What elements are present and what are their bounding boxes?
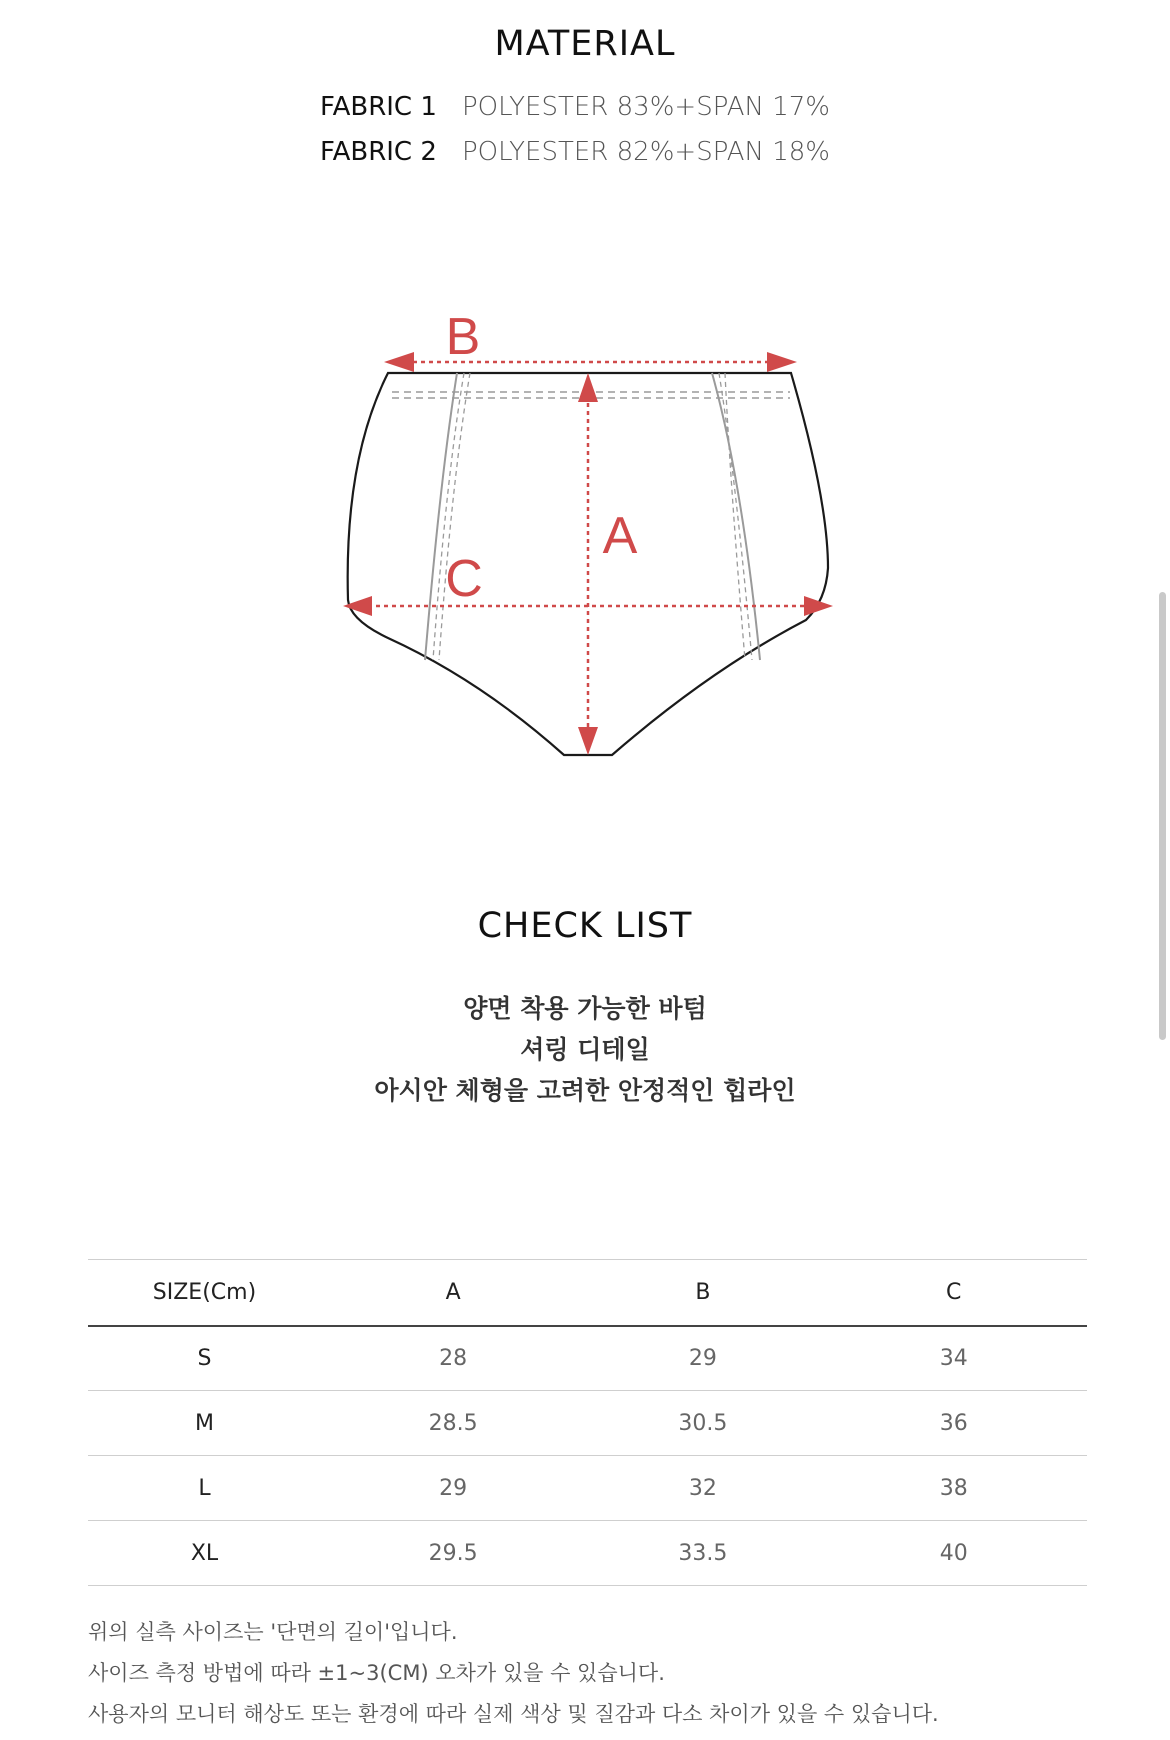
measure-cell: 33.5 (678, 1540, 728, 1566)
fabric-row-1 (320, 92, 830, 122)
table-row (88, 1391, 1087, 1456)
table-row (88, 1456, 1087, 1521)
measure-cell: 36 (939, 1410, 968, 1436)
note-line: 사용자의 모니터 해상도 또는 환경에 따라 실제 색상 및 질감과 다소 차이가 있을 수 있습니다. (88, 1702, 939, 1726)
garment-measurement-diagram (0, 250, 1170, 790)
measure-label-a: A (602, 507, 638, 565)
checklist-items (0, 988, 1170, 1111)
note-line: 사이즈 측정 방법에 따라 ±1~3(CM) 오차가 있을 수 있습니다. (88, 1661, 665, 1685)
measure-cell: 40 (939, 1540, 968, 1566)
checklist-item: 양면 착용 가능한 바텀 (463, 994, 707, 1023)
column-header: C (946, 1279, 962, 1305)
column-header: SIZE(Cm) (152, 1279, 257, 1305)
measure-cell: 28 (439, 1345, 468, 1371)
fabric-row-2 (320, 137, 830, 167)
table-row (88, 1326, 1087, 1391)
note-line: 위의 실측 사이즈는 '단면의 길이'입니다. (88, 1620, 458, 1644)
material-title: MATERIAL (494, 24, 676, 64)
measure-label-b: B (445, 308, 481, 366)
arrow-left-icon (384, 352, 414, 372)
checklist-item: 아시안 체형을 고려한 안정적인 힙라인 (374, 1076, 796, 1105)
fabric-label: FABRIC 1 (320, 92, 437, 122)
column-header: B (695, 1279, 711, 1305)
measure-cell: 29 (439, 1475, 468, 1501)
checklist-title: CHECK LIST (477, 906, 693, 946)
fabric-label: FABRIC 2 (320, 137, 437, 167)
measure-cell: 34 (939, 1345, 968, 1371)
measure-cell: 38 (939, 1475, 968, 1501)
measure-cell: 32 (688, 1475, 717, 1501)
arrow-right-icon (767, 352, 797, 372)
table-header-row (88, 1260, 1087, 1326)
size-cell: S (197, 1345, 212, 1371)
scrollbar-thumb[interactable] (1159, 592, 1166, 1040)
size-cell: M (194, 1410, 214, 1436)
measure-cell: 29.5 (428, 1540, 478, 1566)
size-notes (88, 1617, 939, 1740)
measure-label-c: C (445, 550, 483, 608)
measure-cell: 29 (688, 1345, 717, 1371)
fabric-value: POLYESTER 83%+SPAN 17% (462, 92, 831, 122)
column-header: A (445, 1279, 461, 1305)
measure-b (384, 308, 797, 372)
table-row (88, 1521, 1087, 1586)
size-table (88, 1259, 1087, 1586)
size-cell: L (198, 1475, 211, 1501)
checklist-item: 셔링 디테일 (520, 1035, 650, 1064)
size-cell: XL (190, 1540, 219, 1566)
measure-cell: 28.5 (428, 1410, 478, 1436)
measure-cell: 30.5 (678, 1410, 728, 1436)
fabric-value: POLYESTER 82%+SPAN 18% (462, 137, 831, 167)
